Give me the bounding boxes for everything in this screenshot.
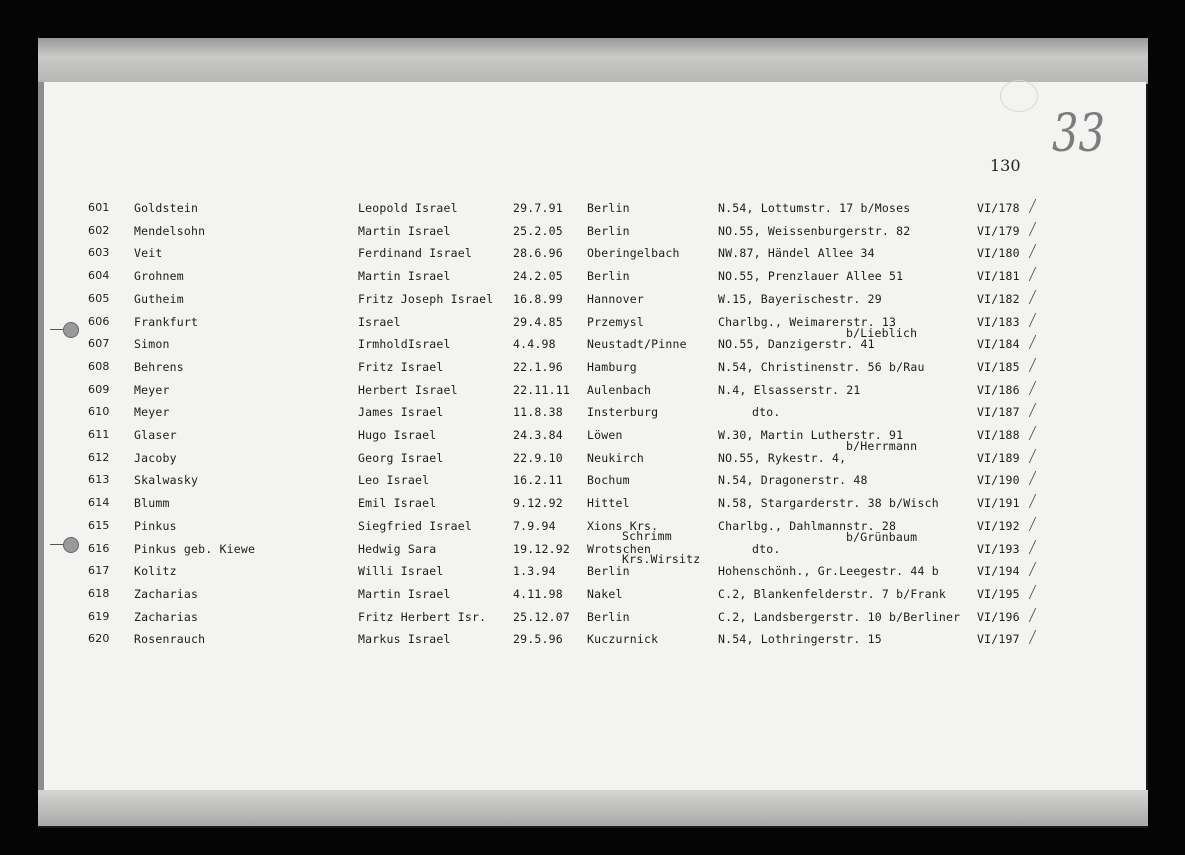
address: NW.87, Händel Allee 34 bbox=[718, 246, 875, 261]
file-reference: VI/180 bbox=[977, 246, 1020, 261]
given-names: Hedwig Sara bbox=[358, 541, 437, 556]
birth-date: 16.2.11 bbox=[513, 473, 563, 488]
address: dto. bbox=[752, 405, 781, 420]
surname: Meyer bbox=[134, 382, 170, 397]
file-reference: VI/187 bbox=[977, 405, 1020, 420]
file-reference: VI/195 bbox=[977, 586, 1020, 601]
birth-date: 22.1.96 bbox=[513, 359, 563, 374]
hole-marker bbox=[63, 537, 79, 553]
birth-date: 24.3.84 bbox=[513, 428, 563, 442]
entry-number: 605 bbox=[88, 291, 110, 305]
surname: Glaser bbox=[134, 428, 177, 442]
birth-place: Berlin bbox=[587, 223, 630, 238]
birth-place: Nakel bbox=[587, 586, 623, 601]
given-names: Fritz Israel bbox=[358, 359, 444, 374]
surname: Veit bbox=[134, 246, 163, 261]
address: Charlbg., Weimarerstr. 13 bbox=[718, 314, 897, 329]
entry-number: 601 bbox=[88, 201, 110, 214]
given-names: Martin Israel bbox=[358, 223, 451, 238]
hole-marker bbox=[63, 322, 79, 338]
birth-place: Berlin bbox=[587, 201, 630, 215]
given-names: Willi Israel bbox=[358, 564, 444, 579]
surname: Grohnem bbox=[134, 269, 184, 284]
file-reference: VI/197 bbox=[977, 632, 1020, 647]
birth-place-continuation: Schrimm bbox=[622, 528, 672, 543]
given-names: Georg Israel bbox=[358, 450, 444, 465]
given-names: Ferdinand Israel bbox=[358, 246, 472, 261]
birth-place: Berlin bbox=[587, 564, 630, 579]
birth-place: Insterburg bbox=[587, 405, 659, 420]
birth-date: 4.11.98 bbox=[513, 586, 563, 601]
birth-place: Hannover bbox=[587, 291, 644, 306]
file-reference: VI/188 bbox=[977, 428, 1020, 442]
address: W.30, Martin Lutherstr. 91 bbox=[718, 428, 904, 442]
entry-number: 614 bbox=[88, 496, 110, 510]
file-reference: VI/193 bbox=[977, 541, 1020, 556]
address-continuation: b/Lieblich bbox=[846, 325, 918, 340]
given-names: Fritz Joseph Israel bbox=[358, 291, 494, 306]
surname: Kolitz bbox=[134, 564, 177, 579]
birth-place: Kuczurnick bbox=[587, 632, 659, 647]
surname: Skalwasky bbox=[134, 473, 199, 488]
address: W.15, Bayerischestr. 29 bbox=[718, 291, 882, 306]
address: C.2, Blankenfelderstr. 7 b/Frank bbox=[718, 586, 946, 601]
birth-date: 25.12.07 bbox=[513, 609, 570, 624]
entry-number: 618 bbox=[88, 586, 110, 600]
file-reference: VI/183 bbox=[977, 314, 1020, 329]
given-names: Emil Israel bbox=[358, 496, 437, 511]
entry-number: 602 bbox=[88, 223, 110, 237]
given-names: Martin Israel bbox=[358, 586, 451, 601]
pointer-mark bbox=[50, 329, 64, 330]
file-reference: VI/186 bbox=[977, 382, 1020, 397]
address: N.54, Christinenstr. 56 b/Rau bbox=[718, 359, 925, 374]
given-names: Fritz Herbert Isr. bbox=[358, 609, 487, 624]
left-edge bbox=[38, 82, 44, 790]
entry-number: 619 bbox=[88, 609, 110, 623]
birth-date: 29.7.91 bbox=[513, 201, 563, 215]
file-reference: VI/190 bbox=[977, 473, 1020, 488]
address: N.54, Lottumstr. 17 b/Moses bbox=[718, 201, 911, 215]
entry-number: 608 bbox=[88, 359, 110, 373]
given-names: Martin Israel bbox=[358, 269, 451, 284]
entry-number: 606 bbox=[88, 314, 110, 328]
file-reference: VI/179 bbox=[977, 223, 1020, 238]
given-names: James Israel bbox=[358, 405, 444, 420]
address: N.4, Elsasserstr. 21 bbox=[718, 382, 861, 397]
bottom-margin-band bbox=[38, 790, 1148, 826]
birth-date: 11.8.38 bbox=[513, 405, 563, 420]
surname: Behrens bbox=[134, 359, 184, 374]
birth-date: 4.4.98 bbox=[513, 337, 556, 352]
birth-date: 9.12.92 bbox=[513, 496, 563, 511]
surname: Rosenrauch bbox=[134, 632, 206, 647]
surname: Jacoby bbox=[134, 450, 177, 465]
surname: Simon bbox=[134, 337, 170, 352]
birth-date: 29.5.96 bbox=[513, 632, 563, 647]
pointer-mark bbox=[50, 544, 64, 545]
given-names: Leopold Israel bbox=[358, 201, 458, 215]
file-reference: VI/181 bbox=[977, 269, 1020, 284]
address: C.2, Landsbergerstr. 10 b/Berliner bbox=[718, 609, 961, 624]
entry-number: 610 bbox=[88, 405, 110, 419]
page-number: 130 bbox=[990, 156, 1021, 175]
birth-date: 22.9.10 bbox=[513, 450, 563, 465]
birth-date: 19.12.92 bbox=[513, 541, 570, 556]
file-reference: VI/178 bbox=[977, 201, 1020, 215]
birth-date: 24.2.05 bbox=[513, 269, 563, 284]
surname: Zacharias bbox=[134, 586, 199, 601]
given-names: Siegfried Israel bbox=[358, 518, 472, 533]
birth-place: Neustadt/Pinne bbox=[587, 337, 687, 352]
entry-number: 604 bbox=[88, 269, 110, 283]
file-reference: VI/194 bbox=[977, 564, 1020, 579]
entry-number: 617 bbox=[88, 564, 110, 578]
file-reference: VI/191 bbox=[977, 496, 1020, 511]
entry-number: 612 bbox=[88, 450, 110, 464]
entry-number: 609 bbox=[88, 382, 110, 396]
file-reference: VI/189 bbox=[977, 450, 1020, 465]
handwritten-number: 33 bbox=[1052, 104, 1105, 164]
birth-date: 25.2.05 bbox=[513, 223, 563, 238]
birth-place: Aulenbach bbox=[587, 382, 652, 397]
given-names: IrmholdIsrael bbox=[358, 337, 451, 352]
surname: Mendelsohn bbox=[134, 223, 206, 238]
surname: Zacharias bbox=[134, 609, 199, 624]
birth-place: Przemysl bbox=[587, 314, 644, 329]
address-continuation: b/Grünbaum bbox=[846, 529, 918, 544]
file-reference: VI/184 bbox=[977, 337, 1020, 352]
entry-number: 603 bbox=[88, 246, 110, 260]
address: NO.55, Prenzlauer Allee 51 bbox=[718, 269, 904, 284]
top-margin-band bbox=[38, 38, 1148, 84]
birth-date: 16.8.99 bbox=[513, 291, 563, 306]
surname: Meyer bbox=[134, 405, 170, 420]
entry-number: 607 bbox=[88, 337, 110, 351]
birth-place-continuation: Krs.Wirsitz bbox=[622, 551, 701, 566]
address: dto. bbox=[752, 541, 781, 556]
given-names: Markus Israel bbox=[358, 632, 451, 647]
file-reference: VI/182 bbox=[977, 291, 1020, 306]
given-names: Israel bbox=[358, 314, 401, 329]
surname: Pinkus bbox=[134, 518, 177, 533]
surname: Pinkus geb. Kiewe bbox=[134, 541, 256, 556]
address: NO.55, Weissenburgerstr. 82 bbox=[718, 223, 911, 238]
stamp-smudge bbox=[1000, 80, 1038, 112]
birth-place: Neukirch bbox=[587, 450, 644, 465]
entry-number: 616 bbox=[88, 541, 110, 555]
given-names: Leo Israel bbox=[358, 473, 430, 488]
entry-number: 615 bbox=[88, 518, 110, 532]
address: NO.55, Danzigerstr. 41 bbox=[718, 337, 875, 352]
address: NO.55, Rykestr. 4, bbox=[718, 450, 847, 465]
birth-date: 1.3.94 bbox=[513, 564, 556, 579]
birth-place: Hamburg bbox=[587, 359, 637, 374]
birth-place: Hittel bbox=[587, 496, 630, 511]
given-names: Herbert Israel bbox=[358, 382, 458, 397]
birth-place: Berlin bbox=[587, 269, 630, 284]
address: N.54, Lothringerstr. 15 bbox=[718, 632, 882, 647]
file-reference: VI/196 bbox=[977, 609, 1020, 624]
file-reference: VI/185 bbox=[977, 359, 1020, 374]
birth-place: Bochum bbox=[587, 473, 630, 488]
surname: Goldstein bbox=[134, 201, 199, 215]
birth-place: Oberingelbach bbox=[587, 246, 680, 261]
surname: Frankfurt bbox=[134, 314, 199, 329]
address: Hohenschönh., Gr.Leegestr. 44 b bbox=[718, 564, 939, 579]
birth-date: 7.9.94 bbox=[513, 518, 556, 533]
address-continuation: b/Herrmann bbox=[846, 439, 918, 453]
birth-place: Wrotschen bbox=[587, 541, 652, 556]
birth-date: 28.6.96 bbox=[513, 246, 563, 261]
given-names: Hugo Israel bbox=[358, 428, 437, 442]
surname: Gutheim bbox=[134, 291, 184, 306]
birth-date: 29.4.85 bbox=[513, 314, 563, 329]
address: Charlbg., Dahlmannstr. 28 bbox=[718, 518, 897, 533]
entry-number: 611 bbox=[88, 428, 110, 441]
entry-number: 620 bbox=[88, 632, 110, 646]
birth-place: Xions Krs. bbox=[587, 518, 659, 533]
birth-place: Löwen bbox=[587, 428, 623, 442]
surname: Blumm bbox=[134, 496, 170, 511]
address: N.54, Dragonerstr. 48 bbox=[718, 473, 868, 488]
birth-date: 22.11.11 bbox=[513, 382, 570, 397]
address: N.58, Stargarderstr. 38 b/Wisch bbox=[718, 496, 939, 511]
entry-number: 613 bbox=[88, 473, 110, 487]
birth-place: Berlin bbox=[587, 609, 630, 624]
file-reference: VI/192 bbox=[977, 518, 1020, 533]
